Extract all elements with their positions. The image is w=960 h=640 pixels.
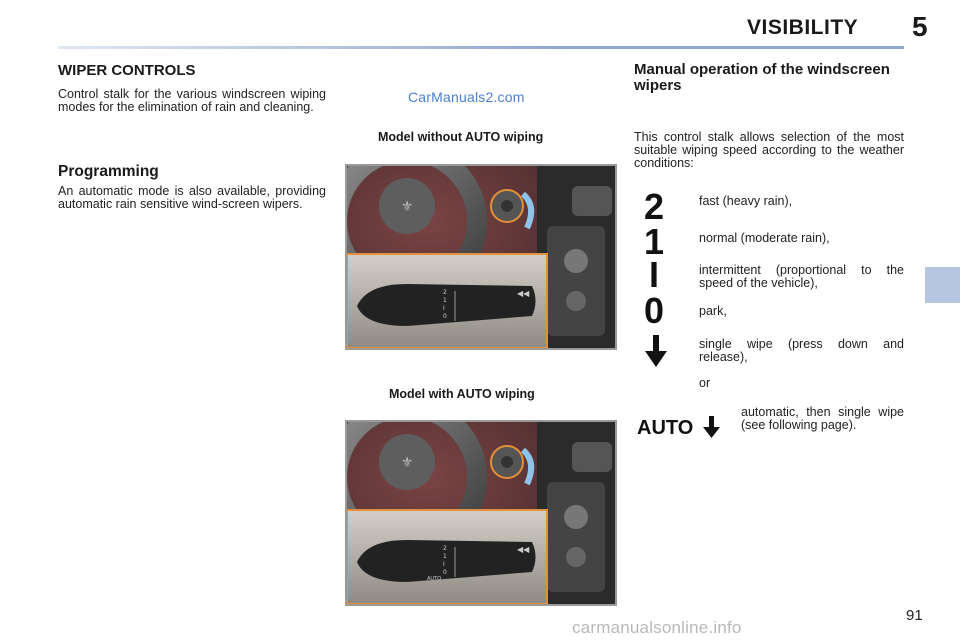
symbol-intermittent: I	[649, 254, 660, 295]
item-normal-text: normal (moderate rain),	[699, 231, 830, 245]
symbol-auto: AUTO	[637, 417, 694, 439]
svg-text:0: 0	[443, 569, 447, 576]
manual-operation-title: Manual operation of the windscreen wipers	[634, 61, 890, 94]
chapter-side-tab	[925, 267, 960, 303]
svg-text:2: 2	[443, 545, 447, 552]
svg-text:⚜: ⚜	[400, 199, 414, 215]
stalk-auto-label: AUTO	[427, 576, 442, 582]
svg-text:1: 1	[443, 553, 447, 560]
svg-text:2: 2	[443, 289, 447, 296]
footer-watermark: carmanualsonline.info	[572, 618, 742, 637]
dashboard-illustration	[347, 166, 615, 348]
chapter-number: 5	[912, 11, 928, 42]
svg-text:1: 1	[443, 297, 447, 304]
symbol-fast: 2	[644, 186, 665, 227]
svg-text:I: I	[443, 305, 445, 312]
down-arrow-icon	[643, 335, 669, 372]
figure-caption-without-auto: Model without AUTO wiping	[378, 130, 544, 144]
chapter-title: VISIBILITY	[747, 16, 859, 39]
dashboard-illustration	[347, 422, 615, 604]
svg-text:⚜: ⚜	[400, 455, 414, 471]
symbol-park: 0	[644, 290, 665, 331]
section-intro: Control stalk for the various windscreen wiping modes for the elimination of rain and cleaning.	[58, 87, 326, 114]
figure-wiper-stalk-without-auto	[345, 164, 617, 350]
item-intermittent-text: intermittent (proportional to the speed of the vehicle),	[699, 263, 904, 290]
header-rule	[58, 46, 904, 49]
figure-caption-with-auto: Model with AUTO wiping	[389, 387, 535, 401]
item-park-text: park,	[699, 304, 727, 318]
page-number: 91	[906, 607, 923, 624]
auto-down-arrow-icon	[703, 416, 720, 443]
svg-text:◀◀: ◀◀	[517, 545, 530, 554]
figure-wiper-stalk-with-auto	[345, 420, 617, 606]
programming-text: An automatic mode is also available, providing automatic rain sensitive wind-screen wipers.	[58, 184, 326, 211]
manual-operation-intro: This control stalk allows selection of the most suitable wiping speed according to the weather conditions:	[634, 130, 904, 170]
svg-text:◀◀: ◀◀	[517, 289, 530, 298]
item-fast-text: fast (heavy rain),	[699, 194, 793, 208]
programming-title: Programming	[58, 163, 159, 180]
svg-text:I: I	[443, 561, 445, 568]
watermark-text: CarManuals2.com	[408, 89, 525, 105]
svg-text:0: 0	[443, 313, 447, 320]
item-single-wipe-text: single wipe (press down and release),	[699, 337, 904, 364]
item-auto-text: automatic, then single wipe (see following page).	[741, 405, 904, 432]
symbol-normal: 1	[644, 221, 665, 262]
item-or-text: or	[699, 376, 711, 390]
section-title: WIPER CONTROLS	[58, 62, 196, 79]
